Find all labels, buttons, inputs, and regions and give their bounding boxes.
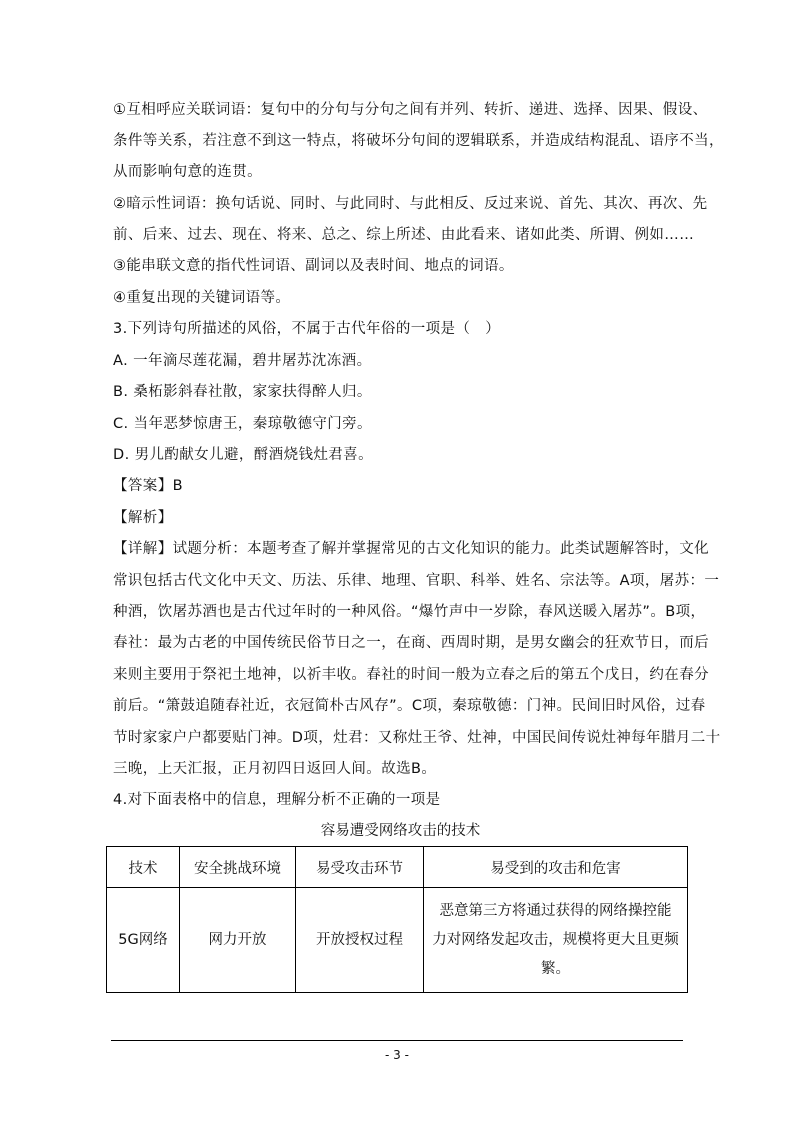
explanation-line: 前后。“箫鼓追随春社近，衣冠简朴古风存”。C项，秦琼敬德：门神。民间旧时风俗，过春: [113, 698, 706, 714]
paragraph-line: ③能串联文意的指代性词语、副词以及表时间、地点的词语。: [113, 258, 514, 274]
table-header-row: [107, 847, 688, 888]
tech-table: [106, 846, 688, 993]
table-row: [107, 888, 688, 993]
cell-harm-line: 力对网络发起攻击，规模将更大且更频: [432, 931, 679, 948]
header-harm: 易受到的攻击和危害: [424, 847, 688, 888]
option-d: D. 男儿酌献女儿避，酹酒烧钱灶君喜。: [113, 447, 373, 463]
option-c: C. 当年恶梦惊唐王，秦琼敬德守门旁。: [113, 416, 372, 432]
analysis-label: 【解析】: [113, 510, 173, 526]
cell-harm-line: 繁。: [541, 960, 570, 977]
paragraph-line: 从而影响句意的连贯。: [113, 164, 262, 180]
explanation-line: 种酒，饮屠苏酒也是古代过年时的一种风俗。“爆竹声中一岁除，春风送暖入屠苏”。B项，: [113, 604, 706, 620]
explanation-line: 节时家家户户都要贴门神。D项，灶君：又称灶王爷、灶神，中国民间传说灶神每年腊月二十: [113, 730, 721, 746]
option-a: A. 一年滴尽莲花漏，碧井屠苏沈冻酒。: [113, 353, 372, 369]
header-link: 易受攻击环节: [296, 847, 424, 888]
explanation-line: 春社：最为古老的中国传统民俗节日之一，在商、西周时期，是男女幽会的狂欢节日，而后: [113, 635, 709, 651]
explanation-line: 【详解】试题分析：本题考查了解并掌握常见的古文化知识的能力。此类试题解答时，文化: [113, 541, 709, 557]
cell-env: 网力开放: [180, 888, 296, 993]
paragraph-line: 条件等关系，若注意不到这一特点，将破坏分句间的逻辑联系，并造成结构混乱、语序不当，: [113, 133, 724, 149]
answer-label: 【答案】B: [113, 478, 183, 494]
paragraph-line: ①互相呼应关联词语：复句中的分句与分句之间有并列、转折、递进、选择、因果、假设、: [113, 102, 708, 118]
cell-tech: 5G网络: [107, 888, 180, 993]
table-title: 容易遭受网络攻击的技术: [320, 823, 481, 839]
option-b: B. 桑柘影斜春社散，家家扶得醉人归。: [113, 384, 372, 400]
question-4: 4.对下面表格中的信息，理解分析不正确的一项是: [113, 792, 441, 808]
paragraph-line: ④重复出现的关键词语等。: [113, 290, 291, 306]
question-3: 3.下列诗句所描述的风俗，不属于古代年俗的一项是（ ）: [113, 321, 501, 337]
explanation-line: 常识包括古代文化中天文、历法、乐律、地理、官职、科举、姓名、宗法等。A项，屠苏：一: [113, 573, 720, 589]
paragraph-line: 前、后来、过去、现在、将来、总之、综上所述、由此看来、诸如此类、所谓、例如……: [113, 227, 695, 243]
header-env: 安全挑战环境: [180, 847, 296, 888]
cell-harm-line: 恶意第三方将通过获得的网络操控能: [439, 902, 672, 919]
cell-link: 开放授权过程: [296, 888, 424, 993]
header-tech: 技术: [107, 847, 180, 888]
cell-harm: [424, 888, 688, 993]
footer-divider: [111, 1040, 683, 1041]
page-number: - 3 -: [385, 1048, 409, 1062]
paragraph-line: ②暗示性词语：换句话说、同时、与此同时、与此相反、反过来说、首先、其次、再次、先: [113, 196, 708, 212]
explanation-line: 三晚，上天汇报，正月初四日返回人间。故选B。: [113, 761, 437, 777]
explanation-line: 来则主要用于祭祀土地神，以祈丰收。春社的时间一般为立春之后的第五个戊日，约在春分: [113, 667, 709, 683]
